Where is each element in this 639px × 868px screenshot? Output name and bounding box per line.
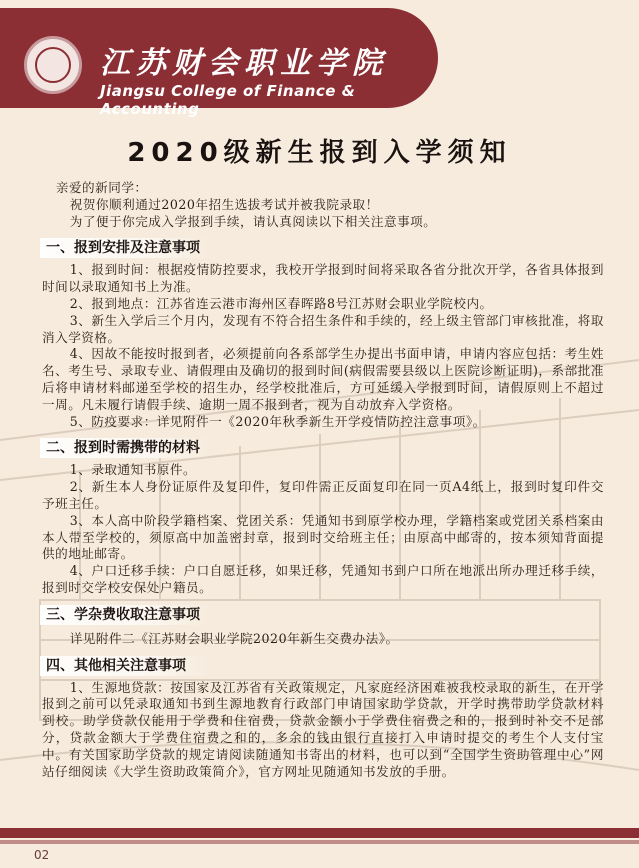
section-heading: 三、学杂费收取注意事项 [40,605,215,625]
section-paragraph: 4、户口迁移手续：户口自愿迁移，如果迁移，凭通知书到户口所在地派出所办理迁移手续，报到时交学校安保处户籍员。 [42,563,604,595]
section-paragraph: 3、新生入学后三个月内，发现有不符合招生条件和手续的，经上级主管部门审核批准，将取消入学资格。 [42,312,604,345]
footer-bar [0,828,639,838]
notice-body [42,180,604,780]
section-paragraph: 1、录取通知书原件。 [69,462,197,478]
section-paragraph: 2、报到地点：江苏省连云港市海州区春晖路8号江苏财会职业学院校内。 [69,295,493,311]
section-paragraph: 3、本人高中阶段学籍档案、党团关系：凭通知书到原学校办理，学籍档案或党团关系档案由本人带至学校的，须原高中加盖密封章，报到时交给班主任；由原高中邮寄的，按本须知背面提供的地址邮寄。 [42,512,604,562]
greeting: 亲爱的新同学： [55,180,148,195]
footer-bar-thin [0,840,639,844]
section-heading: 四、其他相关注意事项 [40,656,215,676]
college-seal-icon [24,36,82,94]
section-paragraph: 1、报到时间：根据疫情防控要求，我校开学报到时间将采取各省分批次开学，各省具体报到时间以录取通知书上为准。 [42,262,604,295]
page-number: 02 [34,848,50,862]
section-heading: 一、报到安排及注意事项 [40,238,215,258]
section-paragraph: 详见附件二《江苏财会职业学院2020年新生交费办法》。 [69,630,399,646]
header-banner [0,8,438,118]
school-name-english: Jiangsu College of Finance & Accounting [100,82,356,118]
section-heading: 二、报到时需携带的材料 [40,438,215,458]
page-footer [0,826,639,868]
page-title: 2020级新生报到入学须知 [127,138,512,168]
school-name-chinese: 江苏财会职业学院 [100,46,388,81]
intro-line: 为了便于你完成入学报到手续，请认真阅读以下相关注意事项。 [69,213,437,229]
section-paragraph: 5、防疫要求：详见附件一《2020年秋季新生开学疫情防控注意事项》。 [69,413,486,429]
section-paragraph: 4、因故不能按时报到者，必须提前向各系部学生办提出书面申请，申请内容应包括：考生姓名、考生号、录取专业、请假理由及确切的报到时间(病假需要县级以上医院诊断证明)，系部批准后将申请材料邮递至学校的招生办，经学校批准后，方可延缓入学报到时间，请假原则上不超过一周。凡未履行请假手续、逾期一周不报到者，视为自动放弃入学资格。 [42,346,604,412]
intro-line: 祝贺你顺利通过2020年招生选拔考试并被我院录取！ [69,196,379,212]
section-paragraph: 2、新生本人身份证原件及复印件，复印件需正反面复印在同一页A4纸上，报到时复印件交予班主任。 [42,479,604,511]
section-paragraph: 1、生源地贷款：按国家及江苏省有关政策规定，凡家庭经济困难被我校录取的新生，在开学报到之前可以凭录取通知书到生源地教育行政部门申请国家助学贷款，开学时携带助学贷款材料到校。助学贷款仅能用于学费和住宿费，贷款金额小于学费住宿费之和的，报到时补交不足部分，贷款金额大于学费住宿费之和的，多余的钱由银行直接打入申请时提交的考生个人支付宝中。有关国家助学贷款的规定请阅读随通知书寄出的材料，也可以到“全国学生资助管理中心”网站仔细阅读《大学生资助政策简介》，官方网址见随通知书发放的手册。 [42,679,604,779]
